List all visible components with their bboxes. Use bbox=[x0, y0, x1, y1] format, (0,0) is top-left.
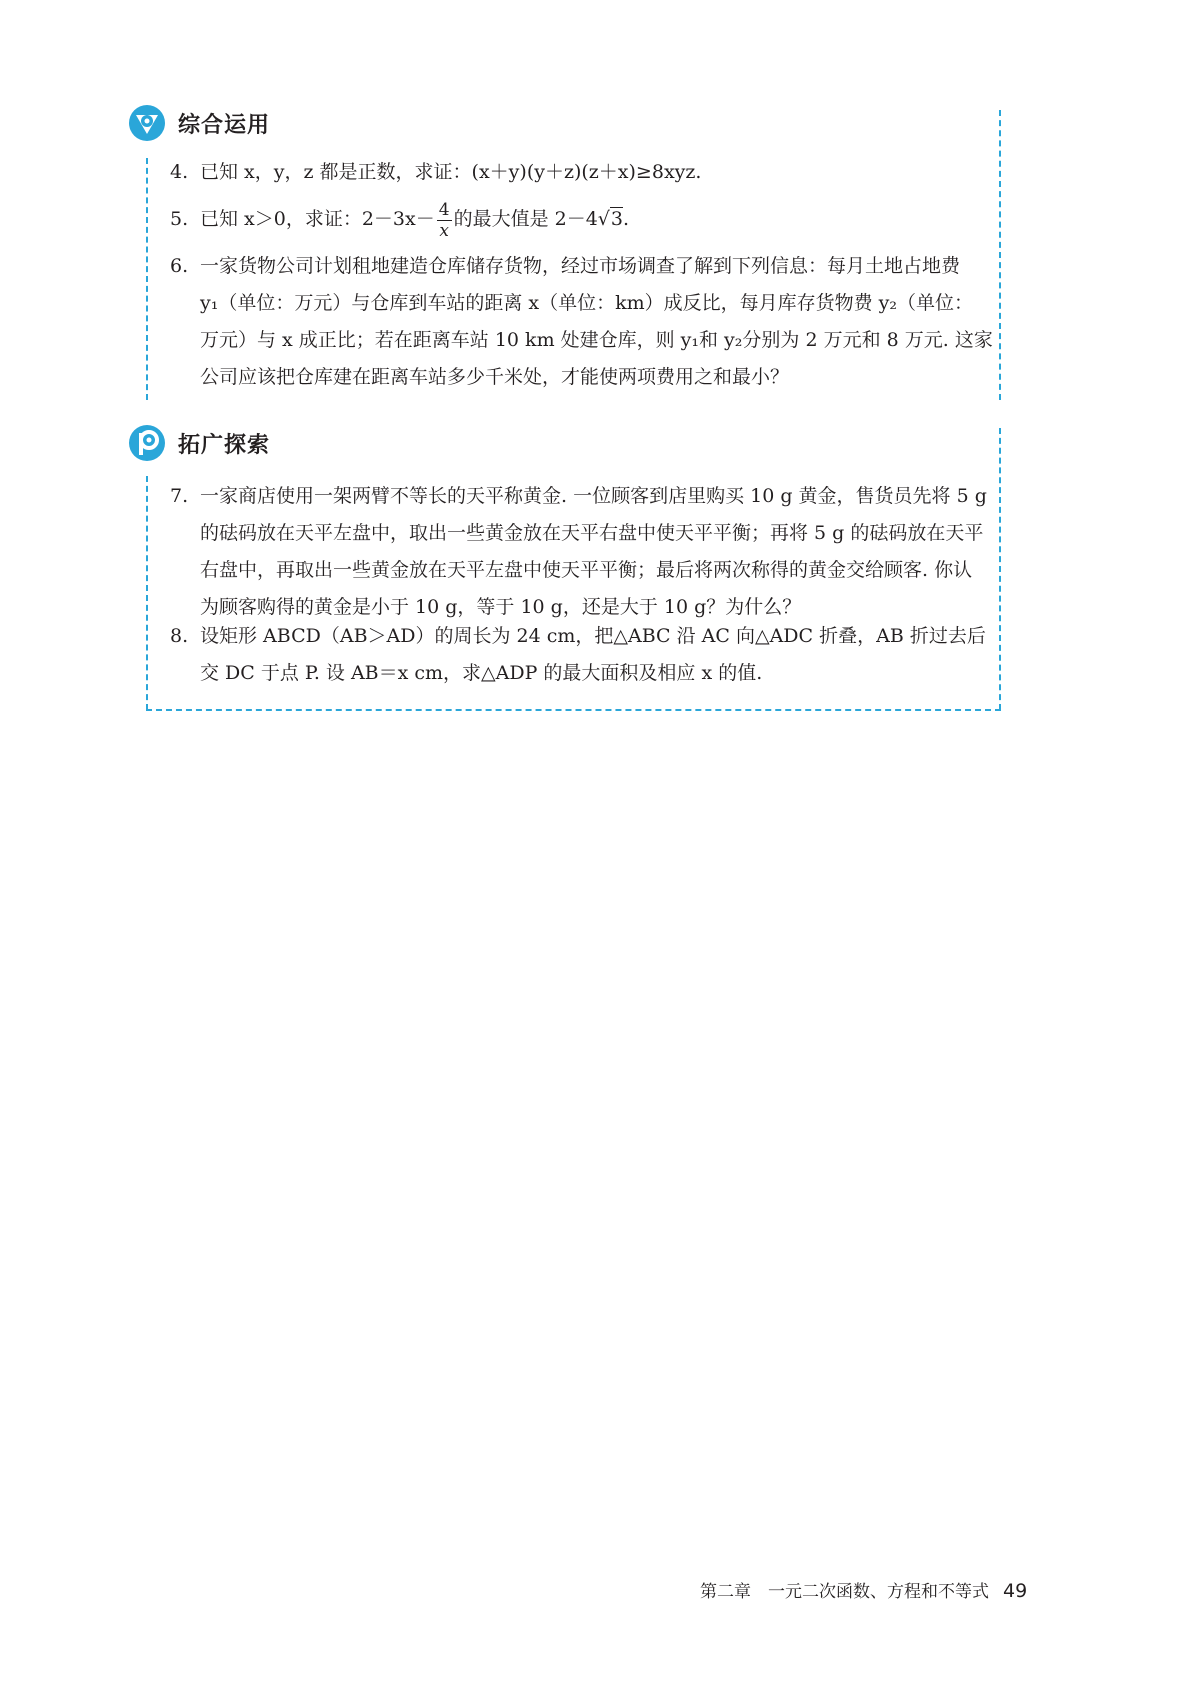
exercise-number: 7. bbox=[170, 485, 189, 507]
exercise-number: 6. bbox=[170, 255, 189, 277]
fraction-denominator: x bbox=[439, 220, 449, 241]
exercise-number: 4. bbox=[170, 161, 189, 183]
exercise-6 bbox=[170, 248, 1070, 396]
exercise-line: y₁（单位：万元）与仓库到车站的距离 x（单位：km）成反比，每月库存货物费 y₂（单位： bbox=[200, 292, 974, 314]
exercise-line: 公司应该把仓库建在距离车站多少千米处，才能使两项费用之和最小？ bbox=[200, 366, 790, 388]
frame-left-top bbox=[146, 158, 148, 400]
triangle-circle-icon bbox=[128, 104, 166, 142]
fraction bbox=[437, 200, 452, 241]
exercise-4 bbox=[170, 154, 1070, 191]
exercise-line: 的砝码放在天平左盘中，取出一些黄金放在天平右盘中使天平平衡；再将 5 g 的砝码放在天平 bbox=[200, 522, 984, 544]
section-header-extension bbox=[128, 424, 270, 462]
expression-prefix: 已知 x＞0，求证：2－3x－ bbox=[200, 208, 435, 230]
section-title: 拓广探索 bbox=[178, 432, 271, 458]
expression-middle: 的最大值是 2－4 bbox=[453, 208, 598, 230]
exercise-line: 万元）与 x 成正比；若在距离车站 10 km 处建仓库，则 y₁和 y₂分别为 2 万元和 8 万元. 这家 bbox=[200, 329, 993, 351]
page-number: 49 bbox=[1003, 1580, 1028, 1602]
sqrt-radicand: 3 bbox=[610, 208, 623, 230]
exercise-line: 一家商店使用一架两臂不等长的天平称黄金. 一位顾客到店里购买 10 g 黄金，售货员先将 5 g bbox=[200, 485, 987, 507]
exercise-line: 为顾客购得的黄金是小于 10 g，等于 10 g，还是大于 10 g？为什么？ bbox=[200, 596, 802, 618]
exercise-line: 设矩形 ABCD（AB＞AD）的周长为 24 cm，把△ABC 沿 AC 向△ADC 折叠，AB 折过去后 bbox=[200, 625, 986, 647]
exercise-line: 右盘中，再取出一些黄金放在天平左盘中使天平平衡；最后将两次称得的黄金交给顾客. 你认 bbox=[200, 559, 973, 581]
section-title: 综合运用 bbox=[178, 112, 271, 138]
sqrt-sign: √ bbox=[597, 208, 610, 230]
exercise-line bbox=[200, 197, 1070, 241]
exercise-5 bbox=[170, 197, 1070, 241]
exercise-8 bbox=[170, 618, 1070, 692]
frame-bottom bbox=[146, 709, 1001, 711]
expression-end: . bbox=[623, 208, 630, 230]
exercise-7 bbox=[170, 478, 1070, 626]
exercise-line: 交 DC 于点 P. 设 AB＝x cm，求△ADP 的最大面积及相应 x 的值. bbox=[200, 662, 763, 684]
chapter-title: 第二章 一元二次函数、方程和不等式 bbox=[700, 1582, 989, 1602]
p-circle-icon bbox=[128, 424, 166, 462]
fraction-numerator: 4 bbox=[438, 199, 450, 220]
frame-left-bottom bbox=[146, 476, 148, 710]
exercise-line: 一家货物公司计划租地建造仓库储存货物，经过市场调查了解到下列信息：每月土地占地费 bbox=[200, 255, 961, 277]
exercise-line: 已知 x，y，z 都是正数，求证：(x＋y)(y＋z)(z＋x)≥8xyz. bbox=[200, 161, 702, 183]
page-footer bbox=[700, 1577, 1027, 1602]
exercise-number: 5. bbox=[170, 208, 189, 230]
section-header-comprehensive bbox=[128, 104, 270, 142]
exercise-number: 8. bbox=[170, 625, 189, 647]
